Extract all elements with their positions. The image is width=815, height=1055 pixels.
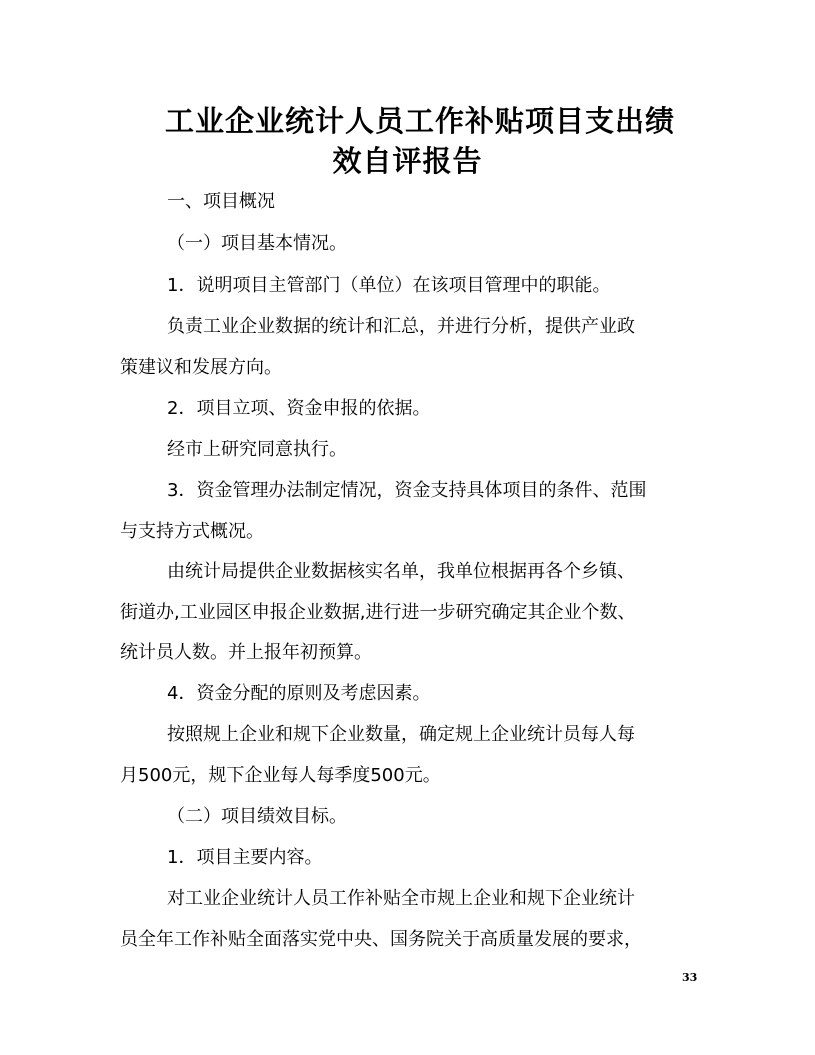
subsection-heading: （一）项目基本情况。: [167, 233, 347, 254]
paragraph-line: 对工业企业统计人员工作补贴全市规上企业和规下企业统计: [167, 888, 635, 909]
document-title-line-2: 效自评报告: [332, 144, 483, 178]
paragraph-line: 经市上研究同意执行。: [167, 439, 347, 460]
paragraph-line: 月500元，规下企业每人每季度500元。: [120, 765, 441, 786]
section-heading: 一、项目概况: [167, 191, 275, 212]
item-heading: 3．资金管理办法制定情况，资金支持具体项目的条件、范围: [167, 480, 647, 501]
paragraph-line: 由统计局提供企业数据核实名单，我单位根据再各个乡镇、: [167, 561, 635, 582]
paragraph-line: 统计员人数。并上报年初预算。: [120, 642, 372, 663]
document-title-line-1: 工业企业统计人员工作补贴项目支出绩: [164, 104, 675, 138]
paragraph-line: 策建议和发展方向。: [120, 357, 282, 378]
paragraph-line: 员全年工作补贴全面落实党中央、国务院关于高质量发展的要求，: [120, 929, 642, 950]
item-heading: 2．项目立项、资金申报的依据。: [167, 398, 431, 419]
page-number: 33: [682, 971, 698, 984]
item-heading: 4．资金分配的原则及考虑因素。: [167, 683, 431, 704]
subsection-heading: （二）项目绩效目标。: [167, 806, 347, 827]
paragraph-line: 负责工业企业数据的统计和汇总，并进行分析，提供产业政: [167, 316, 635, 337]
item-heading: 1．说明项目主管部门（单位）在该项目管理中的职能。: [167, 275, 611, 296]
item-heading: 1．项目主要内容。: [167, 847, 323, 868]
item-heading: 与支持方式概况。: [120, 521, 264, 542]
paragraph-line: 街道办,工业园区申报企业数据,进行进一步研究确定其企业个数、: [120, 602, 636, 623]
paragraph-line: 按照规上企业和规下企业数量，确定规上企业统计员每人每: [167, 724, 635, 745]
